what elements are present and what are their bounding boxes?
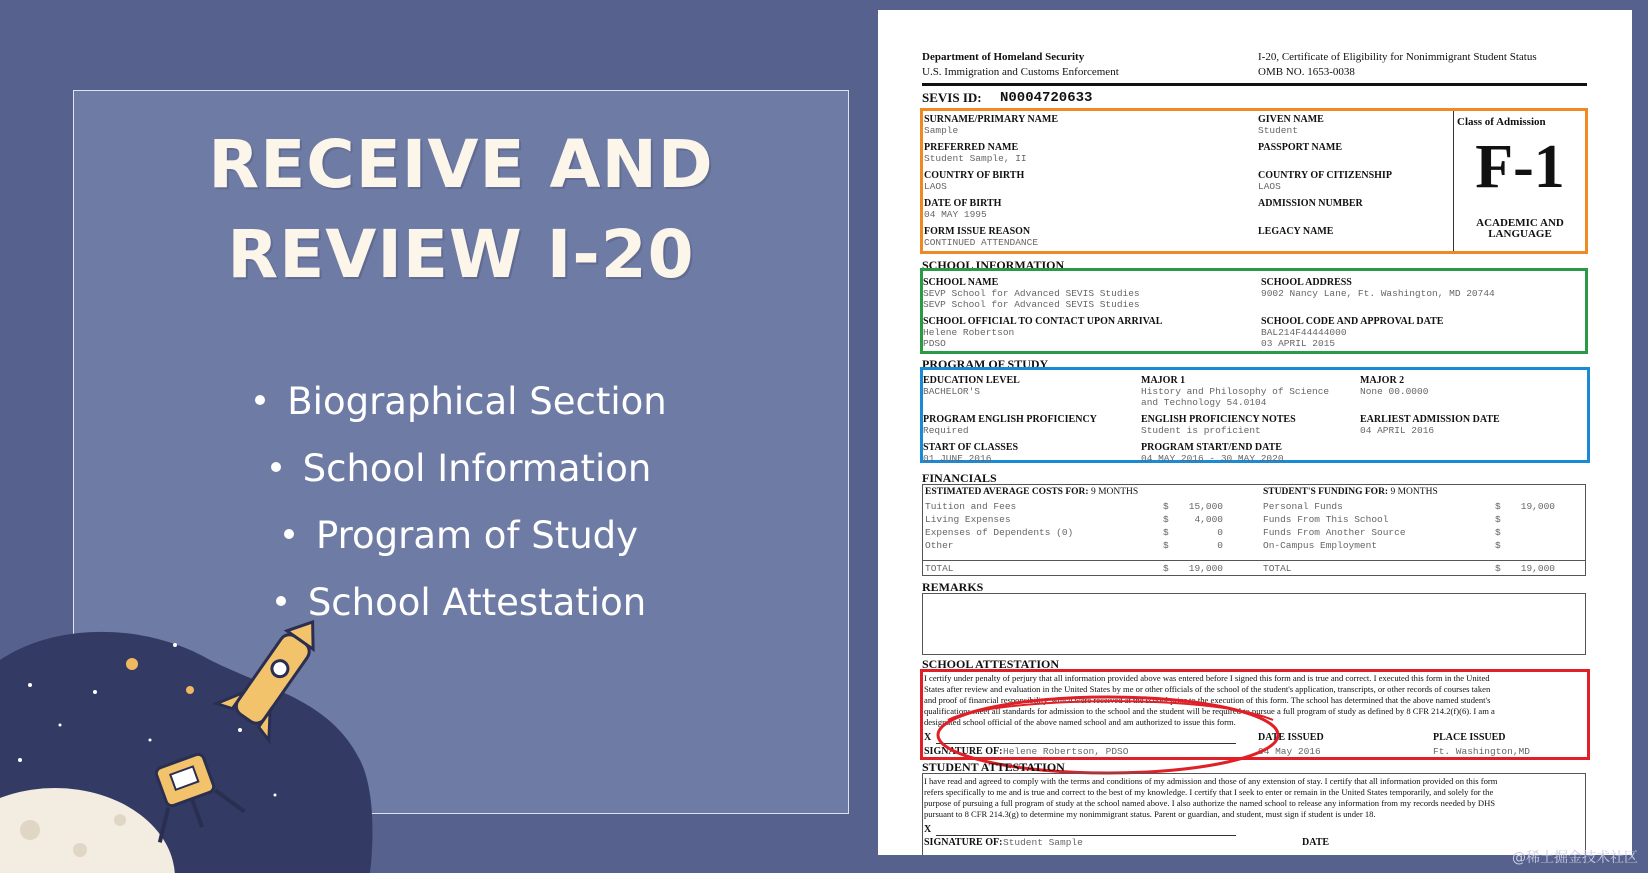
- school-info-heading: SCHOOL INFORMATION: [922, 258, 1065, 268]
- bullet-item: School Attestation: [73, 569, 849, 636]
- issue-reason-value: CONTINUED ATTENDANCE: [924, 237, 1039, 248]
- school-attestation-line: designated school official of the above named school and am authorized to issue this form.: [924, 717, 1236, 727]
- i20-document: [878, 10, 1632, 855]
- given-value: Student: [1258, 125, 1298, 136]
- cost-item: Expenses of Dependents (0): [925, 527, 1074, 538]
- watermark: @稀土掘金技术社区: [1512, 850, 1638, 866]
- english-proficiency-value: Required: [923, 425, 969, 436]
- earliest-admission-label: EARLIEST ADMISSION DATE: [1360, 414, 1500, 425]
- funding-currency: $: [1495, 514, 1501, 525]
- bullet-item: Program of Study: [73, 502, 849, 569]
- cost-item: Other: [925, 540, 954, 551]
- dob-label: DATE OF BIRTH: [924, 198, 1002, 209]
- start-of-classes-value: 01 JUNE 2016: [923, 453, 992, 464]
- cost-currency: $: [1163, 514, 1169, 525]
- place-issued-label: PLACE ISSUED: [1433, 732, 1506, 743]
- earliest-admission-value: 04 APRIL 2016: [1360, 425, 1435, 436]
- student-signature-value: Student Sample: [1003, 837, 1083, 848]
- english-notes-label: ENGLISH PROFICIENCY NOTES: [1141, 414, 1296, 425]
- english-proficiency-label: PROGRAM ENGLISH PROFICIENCY: [923, 414, 1097, 425]
- student-attestation-line: refers specifically to me and is true and correct to the best of my knowledge. I certify that I seek to enter or remain in the United States temporarily, and solely for the: [924, 787, 1494, 797]
- class-desc-1: ACADEMIC AND: [1476, 217, 1564, 229]
- birth-country-label: COUNTRY OF BIRTH: [924, 170, 1025, 181]
- bullet-dot-icon: [255, 395, 265, 405]
- school-attestation-heading: SCHOOL ATTESTATION: [922, 657, 1060, 671]
- school-info-box: [920, 268, 1588, 354]
- admission-number-label: ADMISSION NUMBER: [1258, 198, 1363, 209]
- major2-label: MAJOR 2: [1360, 375, 1405, 386]
- surname-value: Sample: [924, 125, 959, 136]
- legacy-name-label: LEGACY NAME: [1258, 226, 1334, 237]
- student-attestation-line: purpose of pursuing a full program of study at the school named above. I also authorize the named school to release any information from my records needed by DHS: [924, 798, 1496, 808]
- school-attestation-line: qualifications meet all standards for admission to the school and the student will be required to pursue a full program of study as defined by 8 CFR 214.2(f)(6). I am a: [924, 706, 1495, 716]
- cost-currency: $: [1163, 527, 1169, 538]
- funding-currency: $: [1495, 527, 1501, 538]
- cost-amount: 15,000: [1188, 501, 1223, 512]
- class-of-admission-value: F-1: [1475, 133, 1565, 201]
- cost-amount: 0: [1217, 540, 1223, 551]
- funding-currency: $: [1495, 540, 1501, 551]
- school-name-1: SEVP School for Advanced SEVIS Studies: [923, 288, 1140, 299]
- bullet-dot-icon: [271, 462, 281, 472]
- remarks-box: [922, 593, 1586, 655]
- school-address-value: 9002 Nancy Lane, Ft. Washington, MD 20744: [1261, 288, 1495, 299]
- date-issued-label: DATE ISSUED: [1258, 732, 1324, 743]
- education-level-value: BACHELOR'S: [923, 386, 981, 397]
- doc-dept: Department of Homeland Security: [922, 51, 1085, 63]
- program-dates-label: PROGRAM START/END DATE: [1141, 442, 1282, 453]
- cost-amount: 0: [1217, 527, 1223, 538]
- preferred-value: Student Sample, II: [924, 153, 1027, 164]
- school-sign-x: X: [924, 732, 932, 743]
- financials-heading: FINANCIALS: [922, 471, 997, 485]
- bullet-dot-icon: [276, 596, 286, 606]
- space-illustration: [0, 620, 400, 873]
- doc-form-title: I-20, Certificate of Eligibility for Nonimmigrant Student Status: [1258, 51, 1537, 63]
- small-planet-icon: [186, 686, 194, 694]
- major1-value-a: History and Philosophy of Science: [1141, 386, 1330, 397]
- student-date-label: DATE: [1302, 837, 1330, 848]
- sevis-label: SEVIS ID:: [922, 90, 982, 105]
- place-issued-value: Ft. Washington,MD: [1433, 746, 1530, 757]
- costs-label: ESTIMATED AVERAGE COSTS FOR: 9 MONTHS: [925, 487, 1139, 497]
- funding-total-currency: $: [1495, 563, 1501, 574]
- major1-label: MAJOR 1: [1141, 375, 1186, 386]
- doc-omb: OMB NO. 1653-0038: [1258, 66, 1355, 78]
- funding-label: STUDENT'S FUNDING FOR: 9 MONTHS: [1263, 487, 1438, 497]
- funding-item: On-Campus Employment: [1263, 540, 1378, 551]
- school-attestation-line: and proof of financial responsibility, which were received at the school prior to the execution of this form. The school has determined that the above named student's: [924, 695, 1491, 705]
- class-of-admission-label: Class of Admission: [1457, 116, 1546, 128]
- school-address-label: SCHOOL ADDRESS: [1261, 277, 1352, 288]
- program-heading: PROGRAM OF STUDY: [922, 357, 1049, 367]
- funding-item: Funds From This School: [1263, 514, 1389, 525]
- bullet-item: School Information: [73, 435, 849, 502]
- title-line-1: RECEIVE AND: [208, 126, 714, 203]
- sevis-id: N0004720633: [1000, 90, 1093, 106]
- financials-total-rule: [922, 560, 1586, 561]
- doc-agency: U.S. Immigration and Customs Enforcement: [922, 66, 1119, 78]
- student-sign-line: [936, 835, 1236, 836]
- school-name-2: SEVP School for Advanced SEVIS Studies: [923, 299, 1140, 310]
- student-attestation-line: pursuant to 8 CFR 214.3(g) to determine my nonimmigrant status. Parent or guardian, and student, must sign if student is under 18.: [924, 809, 1376, 819]
- date-issued-value: 04 May 2016: [1258, 746, 1321, 757]
- cost-currency: $: [1163, 501, 1169, 512]
- school-official-title: PDSO: [923, 338, 946, 349]
- funding-total-amount: 19,000: [1520, 563, 1555, 574]
- passport-label: PASSPORT NAME: [1258, 142, 1343, 153]
- cost-total-currency: $: [1163, 563, 1169, 574]
- bullet-list: [73, 368, 849, 636]
- funding-item: Funds From Another Source: [1263, 527, 1406, 538]
- major1-value-b: and Technology 54.0104: [1141, 397, 1267, 408]
- school-official-name: Helene Robertson: [923, 327, 1015, 338]
- class-desc-2: LANGUAGE: [1488, 228, 1552, 240]
- school-code-label: SCHOOL CODE AND APPROVAL DATE: [1261, 316, 1444, 327]
- funding-item: Personal Funds: [1263, 501, 1343, 512]
- school-attestation-line: States after review and evaluation in the United States by me or other officials of the school of the student's application, transcripts, or other records of courses taken: [924, 684, 1491, 694]
- cost-currency: $: [1163, 540, 1169, 551]
- given-label: GIVEN NAME: [1258, 114, 1324, 125]
- issue-reason-label: FORM ISSUE REASON: [924, 226, 1031, 237]
- school-code-value: BAL214F44444000: [1261, 327, 1347, 338]
- school-signature-value: Helene Robertson, PDSO: [1003, 746, 1129, 757]
- title-line-2: REVIEW I-20: [227, 216, 695, 293]
- header-rule: [922, 83, 1587, 86]
- preferred-label: PREFERRED NAME: [924, 142, 1019, 153]
- school-name-label: SCHOOL NAME: [923, 277, 999, 288]
- student-signature-label: SIGNATURE OF:: [924, 837, 1003, 848]
- cost-total-label: TOTAL: [925, 563, 954, 574]
- student-sign-x: X: [924, 824, 932, 835]
- funding-total-label: TOTAL: [1263, 563, 1292, 574]
- start-of-classes-label: START OF CLASSES: [923, 442, 1019, 453]
- funding-amount: 19,000: [1520, 501, 1555, 512]
- surname-label: SURNAME/PRIMARY NAME: [924, 114, 1058, 125]
- citizenship-value: LAOS: [1258, 181, 1281, 192]
- bullet-item: Biographical Section: [73, 368, 849, 435]
- citizenship-label: COUNTRY OF CITIZENSHIP: [1258, 170, 1392, 181]
- birth-country-value: LAOS: [924, 181, 947, 192]
- remarks-heading: REMARKS: [922, 580, 984, 594]
- major2-value: None 00.0000: [1360, 386, 1429, 397]
- cost-total-amount: 19,000: [1188, 563, 1223, 574]
- bullet-dot-icon: [284, 529, 294, 539]
- education-level-label: EDUCATION LEVEL: [923, 375, 1020, 386]
- dob-value: 04 MAY 1995: [924, 209, 987, 220]
- funding-currency: $: [1495, 501, 1501, 512]
- cost-item: Living Expenses: [925, 514, 1011, 525]
- student-attestation-heading: STUDENT ATTESTATION: [922, 760, 1065, 774]
- slide-title: [73, 120, 849, 300]
- cost-amount: 4,000: [1194, 514, 1223, 525]
- school-signature-label: SIGNATURE OF:: [924, 746, 1003, 757]
- cost-item: Tuition and Fees: [925, 501, 1017, 512]
- school-approval-date: 03 APRIL 2015: [1261, 338, 1336, 349]
- student-attestation-line: I have read and agreed to comply with the terms and conditions of my admission and those of any extension of stay. I certify that all information provided on this form: [924, 776, 1498, 786]
- program-dates-value: 04 MAY 2016 - 30 MAY 2020: [1141, 453, 1284, 464]
- school-attestation-line: I certify under penalty of perjury that all information provided above was entered before I signed this form and is true and correct. I executed this form in the United: [924, 673, 1490, 683]
- school-official-label: SCHOOL OFFICIAL TO CONTACT UPON ARRIVAL: [923, 316, 1163, 327]
- english-notes-value: Student is proficient: [1141, 425, 1261, 436]
- planet-icon: [126, 658, 138, 670]
